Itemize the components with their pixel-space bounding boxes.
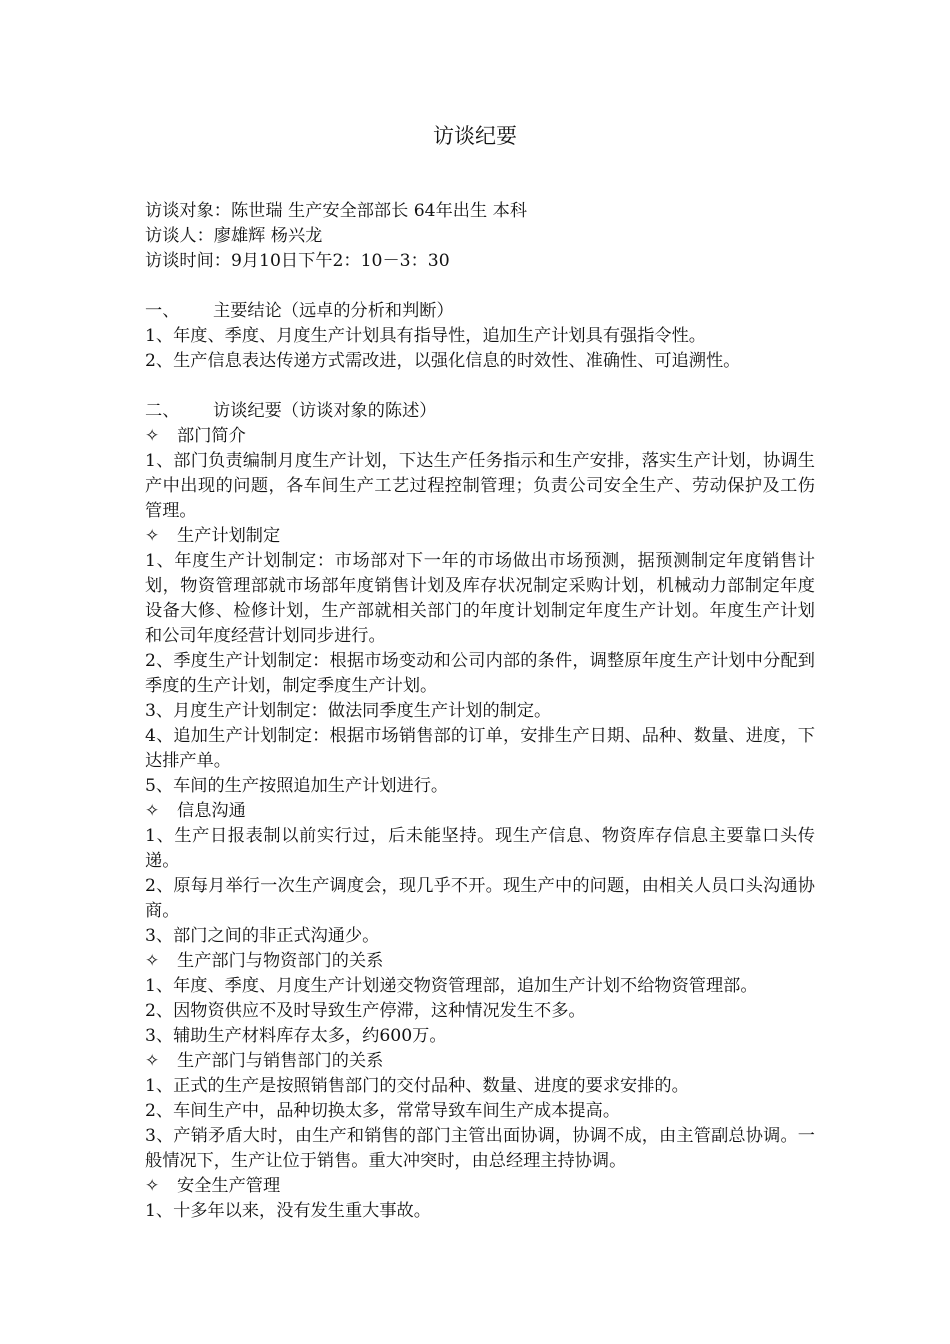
subsection-title: 生产计划制定 xyxy=(177,526,281,546)
paragraph: 1、部门负责编制月度生产计划，下达生产任务指示和生产安排，落实生产计划，协调生产中出现的问题，各车间生产工艺过程控制管理；负责公司安全生产、劳动保护及工伤管理。 xyxy=(145,451,815,521)
paragraph: 2、季度生产计划制定：根据市场变动和公司内部的条件，调整原年度生产计划中分配到季度的生产计划，制定季度生产计划。 xyxy=(145,651,815,696)
section-title: 主要结论（远卓的分析和判断） xyxy=(213,301,454,321)
subsection-heading xyxy=(145,1049,815,1074)
subsection-heading xyxy=(145,799,815,824)
diamond-bullet-icon: ✧ xyxy=(145,426,160,446)
diamond-bullet-icon: ✧ xyxy=(145,951,160,971)
interviewee-line: 访谈对象：陈世瑞 生产安全部部长 64年出生 本科 xyxy=(145,201,528,221)
diamond-bullet-icon: ✧ xyxy=(145,526,160,546)
section-heading xyxy=(145,399,815,424)
diamond-bullet-icon: ✧ xyxy=(145,1176,160,1196)
paragraph: 1、年度、季度、月度生产计划递交物资管理部，追加生产计划不给物资管理部。 xyxy=(145,976,758,996)
conclusion-item: 1、年度、季度、月度生产计划具有指导性，追加生产计划具有强指令性。 xyxy=(145,326,706,346)
interview-time-line: 访谈时间：9月10日下午2：10－3：30 xyxy=(145,251,450,271)
subsection-title: 生产部门与物资部门的关系 xyxy=(177,951,384,971)
spacer xyxy=(145,274,815,299)
paragraph: 3、月度生产计划制定：做法同季度生产计划的制定。 xyxy=(145,701,552,721)
section-title: 访谈纪要（访谈对象的陈述） xyxy=(213,401,437,421)
subsection-title: 部门简介 xyxy=(177,426,246,446)
conclusion-item: 2、生产信息表达传递方式需改进，以强化信息的时效性、准确性、可追溯性。 xyxy=(145,351,741,371)
section-heading xyxy=(145,299,815,324)
document-title: 访谈纪要 xyxy=(433,124,517,148)
subsection-heading xyxy=(145,1174,815,1199)
section-number: 二、 xyxy=(145,401,180,421)
diamond-bullet-icon: ✧ xyxy=(145,801,160,821)
subsection-title: 生产部门与销售部门的关系 xyxy=(177,1051,384,1071)
paragraph: 2、车间生产中，品种切换太多，常常导致车间生产成本提高。 xyxy=(145,1101,621,1121)
paragraph: 4、追加生产计划制定：根据市场销售部的订单，安排生产日期、品种、数量、进度，下达排产单。 xyxy=(145,726,815,771)
section-number: 一、 xyxy=(145,301,180,321)
paragraph: 3、辅助生产材料库存太多，约600万。 xyxy=(145,1026,447,1046)
subsection-title: 安全生产管理 xyxy=(177,1176,281,1196)
paragraph: 1、十多年以来，没有发生重大事故。 xyxy=(145,1201,431,1221)
paragraph: 1、年度生产计划制定：市场部对下一年的市场做出市场预测，据预测制定年度销售计划，物资管理部就市场部年度销售计划及库存状况制定采购计划，机械动力部制定年度设备大修、检修计划，生产部就相关部门的年度计划制定年度生产计划。年度生产计划和公司年度经营计划同步进行。 xyxy=(145,551,815,646)
paragraph: 2、因物资供应不及时导致生产停滞，这种情况发生不多。 xyxy=(145,1001,586,1021)
subsection-heading xyxy=(145,424,815,449)
paragraph: 3、产销矛盾大时，由生产和销售的部门主管出面协调，协调不成，由主管副总协调。一般情况下，生产让位于销售。重大冲突时，由总经理主持协调。 xyxy=(145,1126,815,1171)
diamond-bullet-icon: ✧ xyxy=(145,1051,160,1071)
interviewer-line: 访谈人：廖雄辉 杨兴龙 xyxy=(145,226,323,246)
paragraph: 3、部门之间的非正式沟通少。 xyxy=(145,926,380,946)
spacer xyxy=(145,374,815,399)
paragraph: 1、正式的生产是按照销售部门的交付品种、数量、进度的要求安排的。 xyxy=(145,1076,689,1096)
paragraph: 1、生产日报表制以前实行过，后未能坚持。现生产信息、物资库存信息主要靠口头传递。 xyxy=(145,826,815,871)
document-body xyxy=(145,199,815,1224)
paragraph: 5、车间的生产按照追加生产计划进行。 xyxy=(145,776,449,796)
subsection-title: 信息沟通 xyxy=(177,801,246,821)
subsection-heading xyxy=(145,949,815,974)
subsection-heading xyxy=(145,524,815,549)
paragraph: 2、原每月举行一次生产调度会，现几乎不开。现生产中的问题，由相关人员口头沟通协商。 xyxy=(145,876,815,921)
